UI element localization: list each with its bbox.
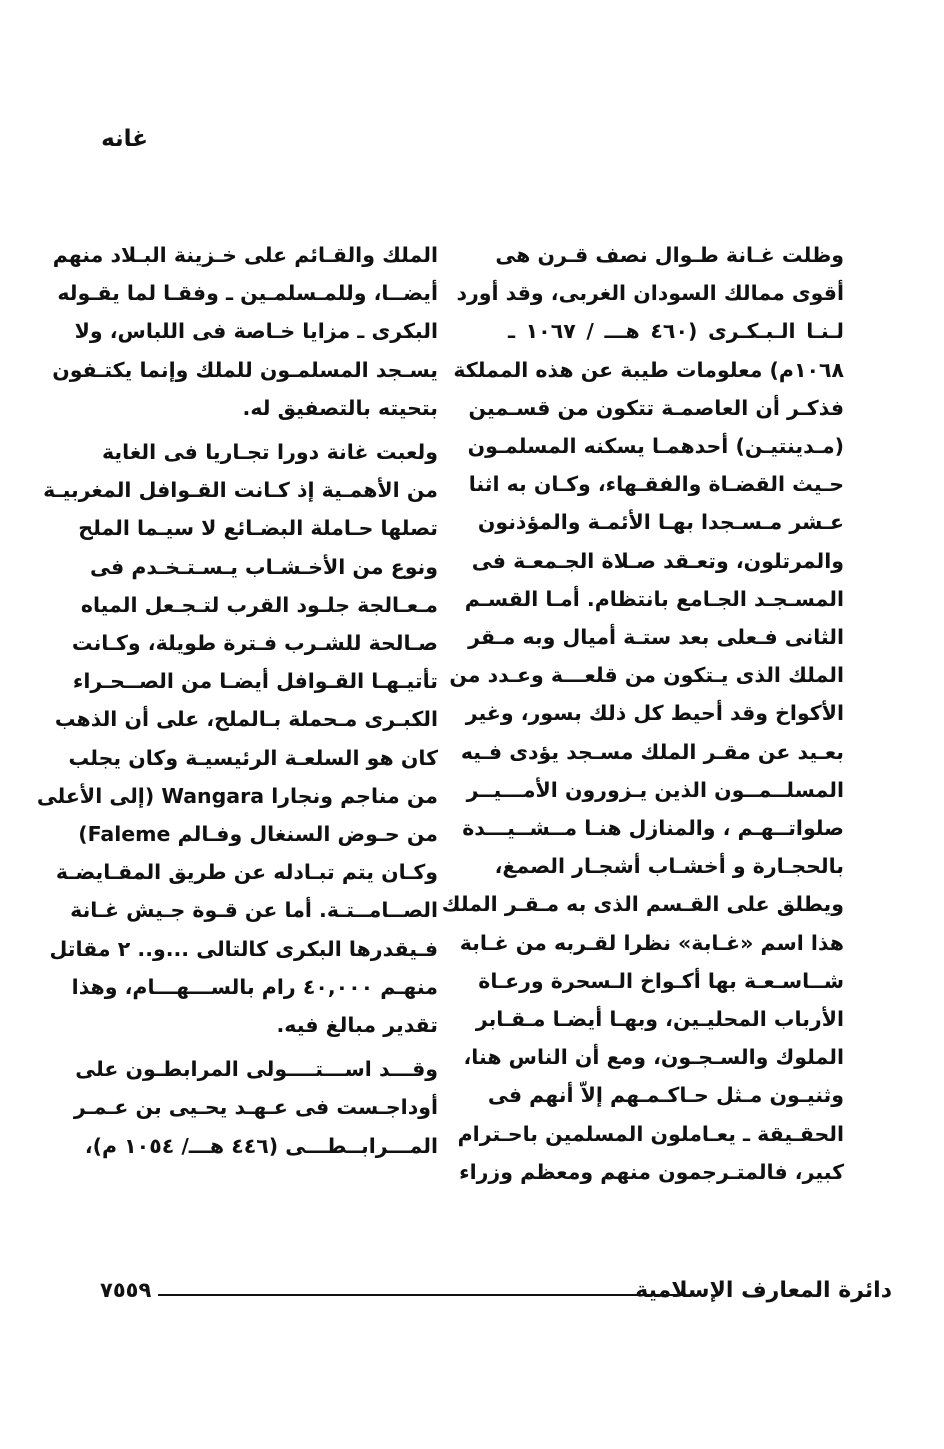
- text-line: مـعـالجة جلـود القرب لتـجـعل المياه: [80, 592, 438, 617]
- text-line: الملك والقـائم على خـزينة البـلاد منهم: [52, 243, 438, 267]
- text-line: تصلها حـاملة البضـائع لا سيـما الملح: [78, 516, 438, 541]
- text-line: الحقـيقة ـ يعـاملون المسلمين باحـترام: [457, 1121, 844, 1146]
- text-line: الأرباب المحليـين، وبهـا أيضـا مـقـابر: [475, 1007, 844, 1032]
- text-line: شــاسـعـة بها أكـواخ الـسحرة ورعـاة: [478, 968, 844, 993]
- text-line: وقـــد اســـتــــولى المرابطـون على: [75, 1057, 438, 1082]
- text-line: فذكـر أن العاصمـة تتكون من قسـمين: [468, 395, 844, 420]
- text-line: من حـوض السنغال وفـالم Faleme): [78, 822, 438, 847]
- text-line: الملوك والسـجـون، ومع أن الناس هنا،: [463, 1045, 844, 1070]
- text-line: أوداجـست فى عـهـد يحـيى بن عـمـر: [73, 1095, 438, 1120]
- text-line: صلواتــهـم ، والمنازل هنـا مــشــيـــدة: [462, 816, 844, 841]
- text-line: صـالحة للشـرب فـترة طويلة، وكـانت: [71, 631, 438, 656]
- text-line: البكرى ـ مزايا خـاصة فى اللباس، ولا: [74, 319, 438, 344]
- text-line: المسلــمــون الذين يـزورون الأمـــيــر: [466, 777, 844, 802]
- text-line: أيضــا، وللمـسلمـين ـ وفقـا لما يقـوله: [57, 281, 438, 306]
- text-line: يسـجد المسلمـون للملك وإنما يكتـفون: [52, 357, 438, 382]
- page-number: ٧٥٥٩: [100, 1278, 152, 1302]
- text-line: المـــرابــطـــى (٤٤٦ هـــ/ ١٠٥٤ م)،: [84, 1133, 438, 1158]
- page-footer: [100, 1276, 892, 1310]
- text-line: (مـدينتيـن) أحدهمـا يسكنه المسلمـون: [467, 434, 844, 459]
- text-line: بتحيته بالتصفيق له.: [242, 395, 438, 420]
- footer-divider: [158, 1294, 686, 1296]
- text-line: الثانى فـعلى بعد ستـة أميال وبه مـقر: [468, 625, 844, 650]
- right-text-column: [441, 236, 874, 1197]
- text-line: الأكواخ وقد أحيط كل ذلك بسور، وغير: [465, 701, 844, 726]
- paragraph: [73, 1050, 468, 1165]
- text-line: الصــامــتـة. أما عن قـوة جـيش غـانة: [70, 898, 438, 923]
- text-line: الملك الذى يـتكون من قلعـــة وعـدد من: [449, 663, 844, 688]
- text-line: وثنيـون مـثل حـاكـمـهم إلاّ أنهم فى: [487, 1083, 844, 1108]
- text-line: وكـان يتم تبـادله عن طريق المقـايضـة: [55, 860, 438, 885]
- text-line: أقوى ممالك السودان الغربى، وقد أورد: [456, 281, 844, 306]
- left-text-column: [36, 236, 468, 1171]
- text-line: الكبـرى مـحملة بـالملح، على أن الذهب: [54, 707, 438, 732]
- text-line: تقدير مبالغ فيه.: [276, 1013, 438, 1038]
- text-line: ١٠٦٨م) معلومات طيبة عن هذه المملكة: [453, 357, 844, 382]
- text-line: كان هو السلعـة الرئيسيـة وكان يجلب: [68, 745, 438, 770]
- text-line: ونوع من الأخـشـاب يـسـتـخـدم فى: [90, 554, 438, 579]
- text-line: تأتيـهـا القـوافل أيضـا من الصــحـراء: [72, 669, 438, 694]
- text-line: لـنـا الـبـكـرى (٤٦٠ هـــ / ١٠٦٧ ـ: [508, 319, 844, 344]
- text-line: كبير، فالمتـرجمون منهم ومعظم وزراء: [459, 1159, 844, 1184]
- text-line: عـشر مـسـجدا بهـا الأئمـة والمؤذنون: [477, 510, 844, 535]
- text-line: ويطلق على القـسم الذى به مـقـر الملك: [441, 892, 844, 917]
- text-line: ولعبت غانة دورا تجـاريا فى الغاية: [102, 440, 438, 465]
- text-line: هذا اسم «غـابة» نظرا لقـربه من غـابة: [459, 930, 844, 955]
- text-line: منهـم ٤٠,٠٠٠ رام بالســـهـــام، وهذا: [71, 974, 438, 999]
- text-line: بعـيد عن مقـر الملك مسـجد يؤدى فـيه: [460, 739, 844, 764]
- text-line: والمرتلون، وتعـقد صـلاة الجـمعـة فى: [471, 548, 844, 573]
- text-line: من الأهمـية إذ كـانت القـوافل المغربيـة: [43, 478, 438, 503]
- page-header-title: غانه: [101, 126, 148, 152]
- footer-journal-title: دائرة المعارف الإسلامية: [635, 1278, 892, 1303]
- paragraph: [52, 236, 468, 427]
- text-line: من مناجم ونجارا Wangara (إلى الأعلى: [36, 783, 438, 808]
- text-line: بالحجـارة و أخشـاب أشجـار الصمغ،: [494, 854, 844, 879]
- text-line: حـيث القضـاة والفقـهاء، وكـان به اثنا: [468, 472, 844, 497]
- text-line: وظلت غـانة طـوال نصف قـرن هى: [495, 243, 844, 267]
- paragraph: [36, 433, 468, 1044]
- text-line: فـيقدرها البكرى كالتالى ...و.. ٢ مقاتل: [49, 936, 438, 961]
- paragraph: [441, 236, 874, 1191]
- text-line: المسـجـد الجـامع بانتظام. أمـا القسـم: [464, 586, 844, 611]
